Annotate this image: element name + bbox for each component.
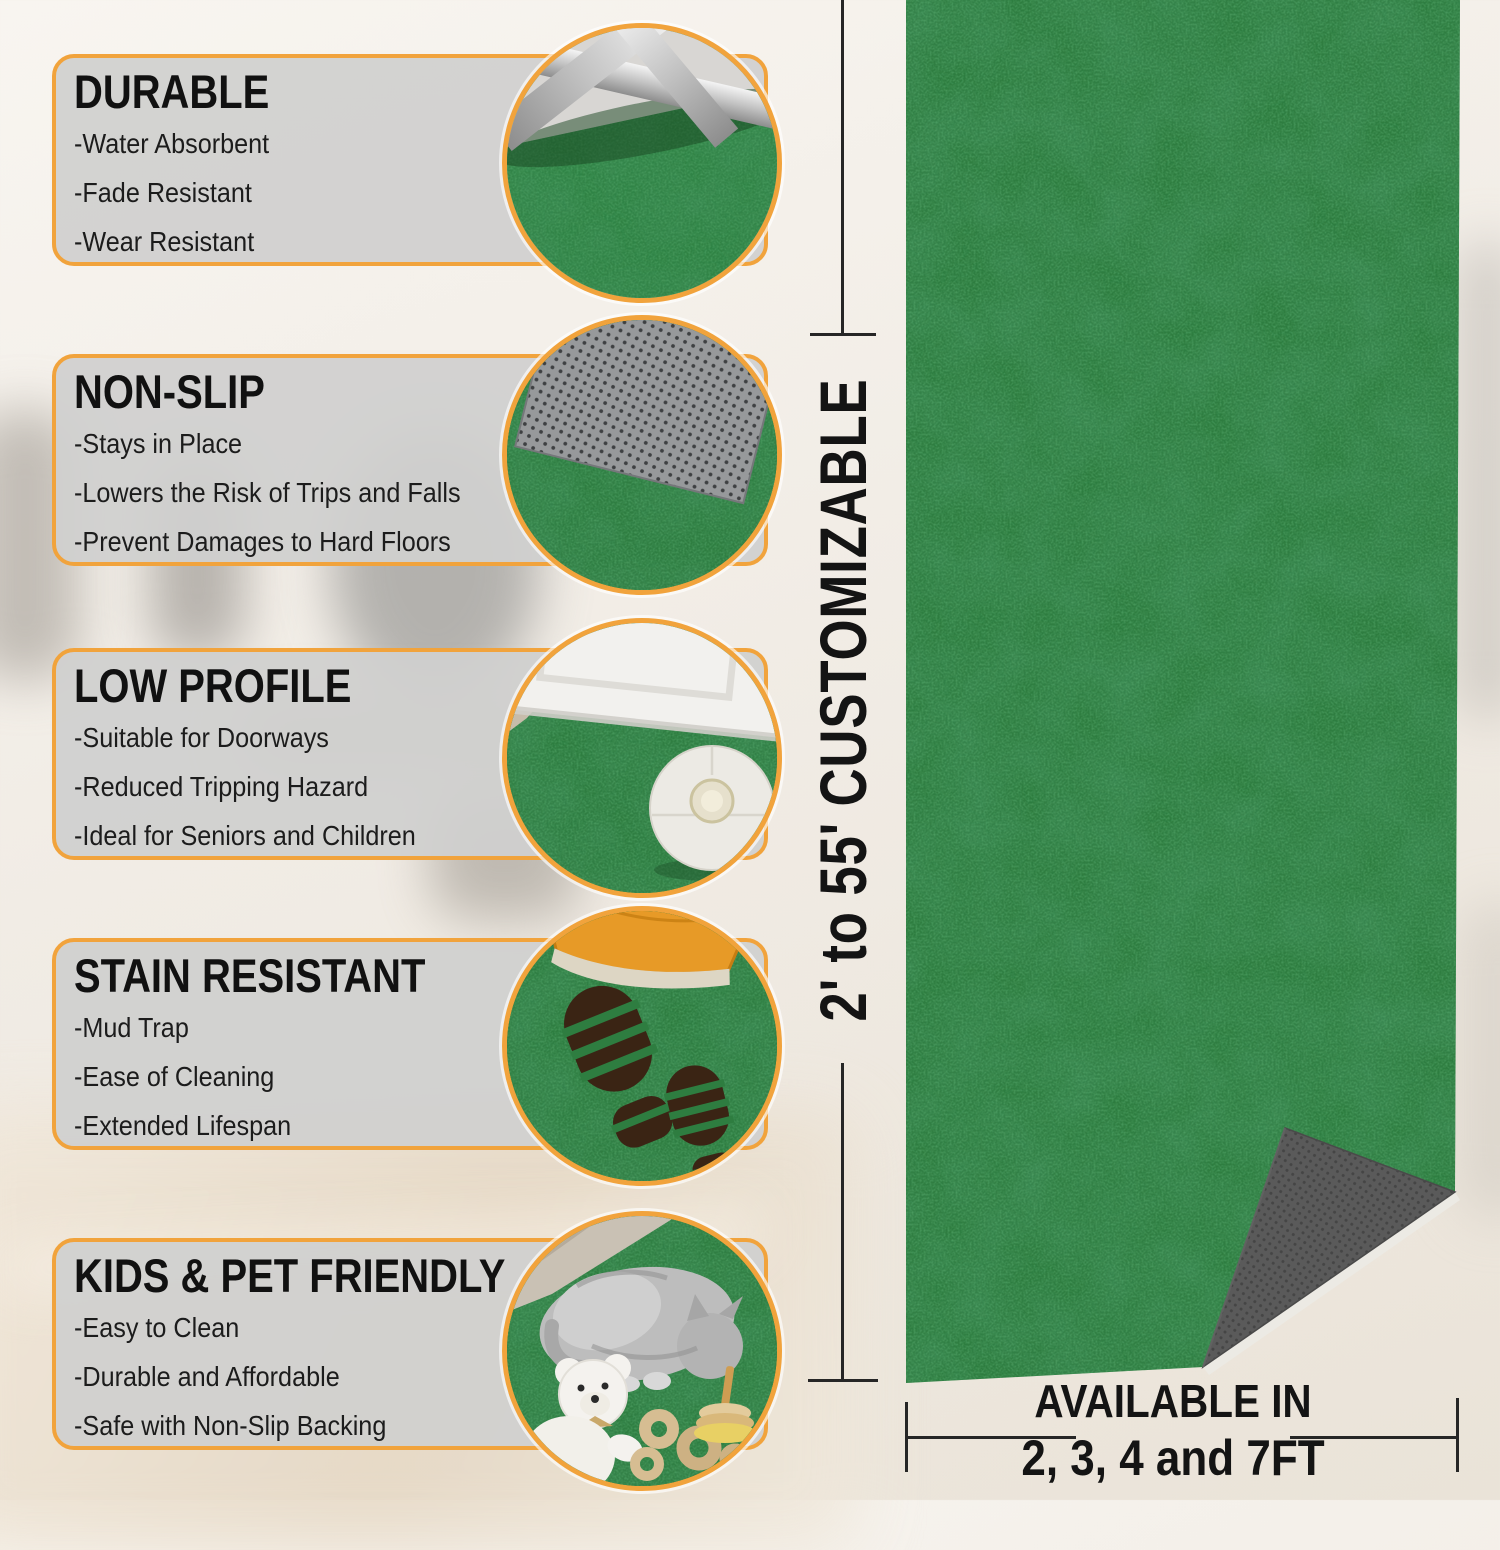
feature-item: -Ideal for Seniors and Children <box>74 819 416 851</box>
vertical-dimension-line-top <box>841 0 844 336</box>
rubber-boot-muddy-footprints-on-mat <box>507 911 777 1181</box>
metal-table-legs-on-grass-mat <box>507 28 777 298</box>
photo-durable <box>502 23 782 303</box>
cat-teddy-bear-and-toys-on-mat <box>507 1216 777 1486</box>
photo-non-slip <box>502 315 782 595</box>
door-clearing-mat-with-robot-vacuum <box>507 623 777 893</box>
vertical-dimension-cap-lower <box>808 1379 878 1382</box>
feature-item: -Fade Resistant <box>74 176 252 208</box>
feature-title: KIDS & PET FRIENDLY <box>74 1249 506 1302</box>
horizontal-dimension-tick-right <box>1456 1398 1459 1472</box>
vertical-dimension-cap-upper <box>810 333 876 336</box>
feature-item: -Water Absorbent <box>74 127 270 159</box>
photo-stain-resistant <box>502 906 782 1186</box>
feature-title: STAIN RESISTANT <box>74 949 426 1002</box>
photo-low-profile <box>502 618 782 898</box>
feature-title: NON-SLIP <box>74 365 265 418</box>
feature-item: -Durable and Affordable <box>74 1360 340 1392</box>
feature-item: -Stays in Place <box>74 427 243 459</box>
customizable-length-label: 2' to 55' CUSTOMIZABLE <box>806 378 880 1022</box>
vertical-dimension-line-bottom <box>841 1063 844 1381</box>
feature-title: DURABLE <box>74 65 270 118</box>
available-widths-label <box>973 1375 1373 1486</box>
feature-item: -Suitable for Doorways <box>74 721 329 753</box>
feature-title: LOW PROFILE <box>74 659 352 712</box>
feature-item: -Easy to Clean <box>74 1311 240 1343</box>
feature-item: -Lowers the Risk of Trips and Falls <box>74 476 461 508</box>
non-slip-backing-sheet-on-mat <box>507 320 777 590</box>
photo-kids-pet-friendly <box>502 1211 782 1491</box>
available-sizes-text: 2, 3, 4 and 7FT <box>1021 1430 1325 1486</box>
feature-item: -Safe with Non-Slip Backing <box>74 1409 387 1441</box>
feature-item: -Reduced Tripping Hazard <box>74 770 369 802</box>
horizontal-dimension-tick-left <box>905 1402 908 1472</box>
feature-item: -Mud Trap <box>74 1011 189 1043</box>
feature-item: -Prevent Damages to Hard Floors <box>74 525 451 557</box>
feature-item: -Extended Lifespan <box>74 1109 292 1141</box>
feature-item: -Ease of Cleaning <box>74 1060 275 1092</box>
feature-item: -Wear Resistant <box>74 225 255 257</box>
available-in-text: AVAILABLE IN <box>1034 1375 1312 1427</box>
